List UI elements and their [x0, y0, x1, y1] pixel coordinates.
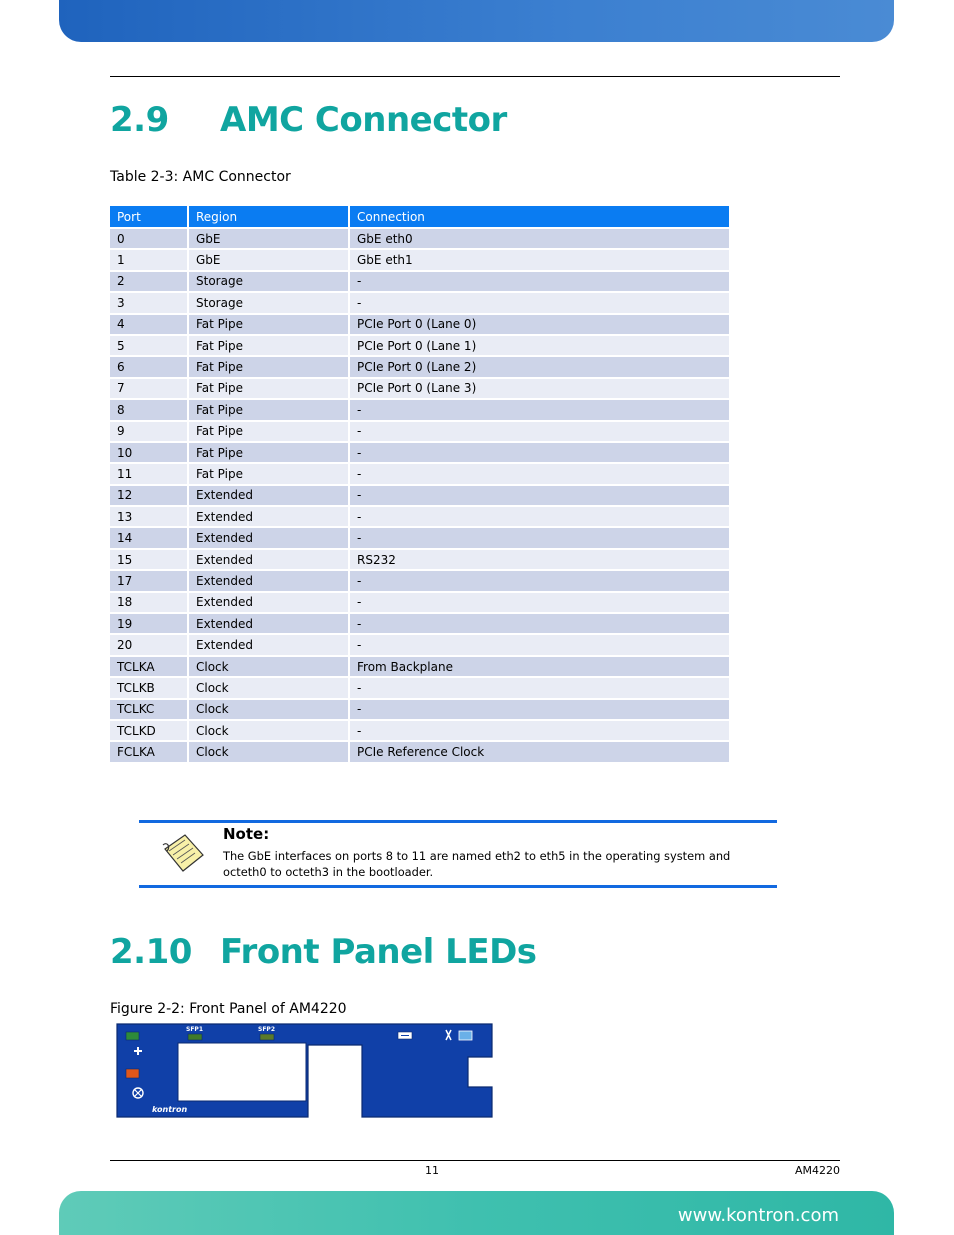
note-title: Note:	[223, 825, 270, 843]
brand-logo: kontron	[152, 1105, 188, 1114]
cell-connection: -	[350, 635, 729, 654]
section-number: 2.10	[110, 932, 192, 972]
sfp2-led	[260, 1034, 274, 1040]
cell-region: Extended	[189, 571, 348, 590]
sfp2-label: SFP2	[258, 1026, 275, 1033]
cell-port: 14	[110, 528, 187, 547]
section-title-amc	[110, 100, 507, 140]
cell-region: Extended	[189, 614, 348, 633]
table-row	[110, 336, 729, 355]
cell-region: Extended	[189, 486, 348, 505]
cell-connection: RS232	[350, 550, 729, 569]
cell-port: FCLKA	[110, 742, 187, 761]
table-row	[110, 400, 729, 419]
front-panel-figure	[116, 1023, 493, 1118]
table-row	[110, 678, 729, 697]
figure-caption: Figure 2-2: Front Panel of AM4220	[110, 1001, 347, 1017]
cell-port: TCLKD	[110, 721, 187, 740]
table-row	[110, 742, 729, 761]
page-number: 11	[425, 1164, 439, 1177]
table-row	[110, 443, 729, 462]
amc-connector-table	[108, 204, 731, 764]
table-row	[110, 550, 729, 569]
sfp-cage	[178, 1043, 306, 1101]
section-title-leds	[110, 932, 537, 972]
header-port: Port	[110, 206, 187, 227]
cell-connection: -	[350, 614, 729, 633]
section-number: 2.9	[110, 100, 169, 140]
cell-port: 9	[110, 422, 187, 441]
cell-connection: -	[350, 528, 729, 547]
section-title-text: AMC Connector	[220, 100, 507, 140]
cell-port: 11	[110, 464, 187, 483]
cell-region: Extended	[189, 593, 348, 612]
cell-region: Extended	[189, 528, 348, 547]
note-text: The GbE interfaces on ports 8 to 11 are named eth2 to eth5 in the operating system and octeth0 to octeth3 in the bootloader.	[223, 849, 731, 879]
cell-port: 18	[110, 593, 187, 612]
table-row	[110, 721, 729, 740]
table-row	[110, 507, 729, 526]
cell-region: Fat Pipe	[189, 357, 348, 376]
red-led	[126, 1069, 139, 1078]
cell-port: 2	[110, 272, 187, 291]
sfp1-led	[188, 1034, 202, 1040]
cell-port: 8	[110, 400, 187, 419]
table-row	[110, 464, 729, 483]
table-row	[110, 571, 729, 590]
cell-port: 4	[110, 315, 187, 334]
header-connection: Connection	[350, 206, 729, 227]
header-rule	[110, 76, 840, 77]
cell-region: Fat Pipe	[189, 336, 348, 355]
table-row	[110, 315, 729, 334]
table-row	[110, 229, 729, 248]
cell-region: Fat Pipe	[189, 379, 348, 398]
table-row	[110, 250, 729, 269]
cell-connection: -	[350, 593, 729, 612]
cell-connection: -	[350, 293, 729, 312]
website-link[interactable]: www.kontron.com	[677, 1205, 839, 1226]
table-row	[110, 657, 729, 676]
cell-connection: -	[350, 272, 729, 291]
cell-region: GbE	[189, 229, 348, 248]
table-caption: Table 2-3: AMC Connector	[110, 169, 291, 185]
cell-region: Clock	[189, 678, 348, 697]
table-row	[110, 422, 729, 441]
cell-port: 13	[110, 507, 187, 526]
cell-region: Fat Pipe	[189, 400, 348, 419]
table-row	[110, 528, 729, 547]
sfp1-label: SFP1	[186, 1026, 203, 1033]
cell-port: 10	[110, 443, 187, 462]
cell-region: Clock	[189, 721, 348, 740]
product-name: AM4220	[794, 1164, 840, 1177]
table-row	[110, 635, 729, 654]
green-led	[126, 1032, 139, 1040]
cell-port: 5	[110, 336, 187, 355]
note-box	[139, 820, 777, 888]
cell-port: 17	[110, 571, 187, 590]
table-row	[110, 593, 729, 612]
cell-connection: -	[350, 678, 729, 697]
cell-port: 1	[110, 250, 187, 269]
cell-connection: PCIe Port 0 (Lane 1)	[350, 336, 729, 355]
cell-port: TCLKA	[110, 657, 187, 676]
header-region: Region	[189, 206, 348, 227]
cell-region: Extended	[189, 550, 348, 569]
cell-port: 3	[110, 293, 187, 312]
cell-region: Fat Pipe	[189, 422, 348, 441]
table-row	[110, 614, 729, 633]
cell-connection: PCIe Port 0 (Lane 2)	[350, 357, 729, 376]
cell-port: TCLKB	[110, 678, 187, 697]
cell-connection: GbE eth0	[350, 229, 729, 248]
cell-port: 19	[110, 614, 187, 633]
cell-connection: GbE eth1	[350, 250, 729, 269]
cell-region: Fat Pipe	[189, 315, 348, 334]
cell-region: Storage	[189, 272, 348, 291]
table-header-row	[110, 206, 729, 227]
cell-connection: -	[350, 400, 729, 419]
cell-port: 20	[110, 635, 187, 654]
cell-connection: -	[350, 422, 729, 441]
cell-connection: PCIe Port 0 (Lane 0)	[350, 315, 729, 334]
cell-port: 15	[110, 550, 187, 569]
header-banner	[59, 0, 894, 42]
table-row	[110, 700, 729, 719]
cell-region: Clock	[189, 700, 348, 719]
footer-banner	[59, 1191, 894, 1235]
cell-connection: -	[350, 507, 729, 526]
cell-connection: -	[350, 464, 729, 483]
note-paper-icon	[161, 831, 207, 873]
cell-region: Clock	[189, 657, 348, 676]
cell-region: Fat Pipe	[189, 443, 348, 462]
cell-port: 0	[110, 229, 187, 248]
cell-region: Storage	[189, 293, 348, 312]
table-row	[110, 293, 729, 312]
cell-port: 12	[110, 486, 187, 505]
table-row	[110, 357, 729, 376]
table-row	[110, 379, 729, 398]
cell-connection: -	[350, 721, 729, 740]
cell-connection: PCIe Port 0 (Lane 3)	[350, 379, 729, 398]
blue-led	[459, 1031, 472, 1040]
cell-connection: -	[350, 700, 729, 719]
cell-connection: -	[350, 443, 729, 462]
table-row	[110, 486, 729, 505]
cell-connection: -	[350, 486, 729, 505]
cell-connection: -	[350, 571, 729, 590]
section-title-text: Front Panel LEDs	[220, 932, 537, 972]
cell-connection: PCIe Reference Clock	[350, 742, 729, 761]
cell-port: TCLKC	[110, 700, 187, 719]
cell-region: Clock	[189, 742, 348, 761]
cell-region: Fat Pipe	[189, 464, 348, 483]
cell-port: 6	[110, 357, 187, 376]
cell-region: Extended	[189, 507, 348, 526]
footer-rule	[110, 1160, 840, 1161]
table-row	[110, 272, 729, 291]
cell-port: 7	[110, 379, 187, 398]
model-label: AM4220	[318, 1106, 350, 1114]
cell-region: Extended	[189, 635, 348, 654]
cell-connection: From Backplane	[350, 657, 729, 676]
cell-region: GbE	[189, 250, 348, 269]
